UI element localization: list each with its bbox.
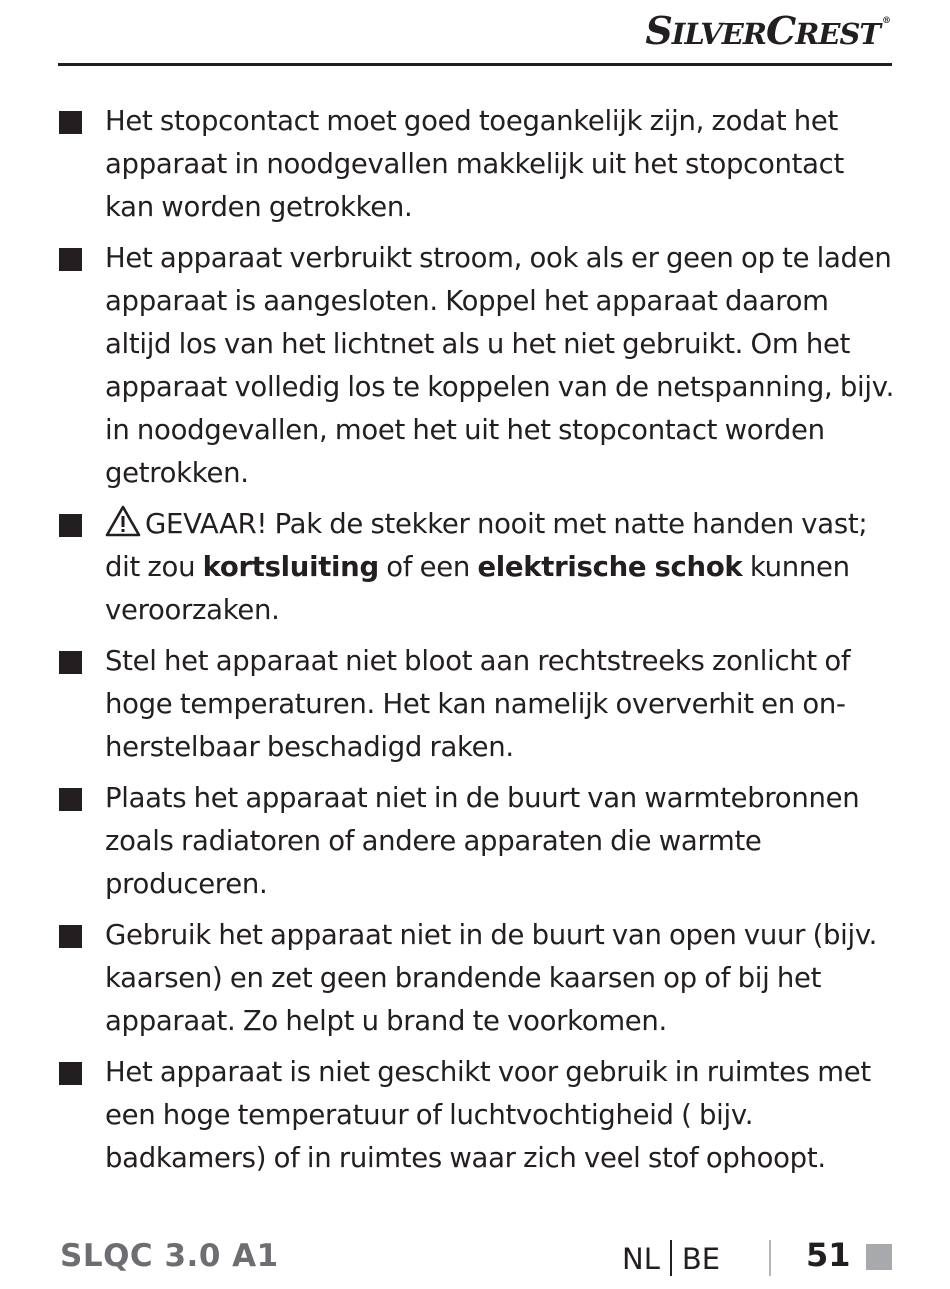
list-item bbox=[58, 100, 898, 229]
page-marker-square-icon bbox=[866, 1244, 892, 1270]
item-text: Gebruik het apparaat niet in de buurt van open vuur (bijv. kaarsen) en zet geen brandende kaarsen op of bij het apparaat. Zo helpt u brand te voorkomen. bbox=[105, 919, 878, 1037]
lang-separator bbox=[670, 1240, 672, 1276]
brand-logo: SILVERCREST ® bbox=[645, 8, 890, 53]
bullet-square-icon bbox=[59, 788, 82, 811]
model-number: SLQC 3.0 A1 bbox=[60, 1238, 279, 1274]
list-item bbox=[58, 237, 898, 495]
bold-short-circuit: kortsluiting bbox=[202, 551, 379, 583]
bold-electric-shock: elektrische schok bbox=[477, 551, 743, 583]
bullet-square-icon bbox=[59, 651, 82, 674]
item-text: Het stopcontact moet goed toegankelijk zijn, zodat het apparaat in noodgevallen makkelijk uit het stopcontact kan worden getrokken. bbox=[105, 105, 844, 223]
item-text: Stel het apparaat niet bloot aan rechtstreeks zonlicht of hoge temperaturen. Het kan namelijk oververhit en on-herstelbaar beschadigd raken. bbox=[105, 645, 851, 763]
list-item bbox=[58, 1051, 898, 1180]
item-text: Plaats het apparaat niet in de buurt van warmtebronnen zoals radiatoren of andere apparaten die warmte produceren. bbox=[105, 782, 860, 900]
page-number: 51 bbox=[806, 1236, 851, 1274]
list-item bbox=[58, 640, 898, 769]
list-item bbox=[58, 777, 898, 906]
bullet-square-icon bbox=[59, 1062, 82, 1085]
bullet-square-icon bbox=[59, 248, 82, 271]
bullet-square-icon bbox=[59, 514, 82, 537]
list-item-warning: GEVAAR! Pak de stekker nooit met natte handen vast; dit zou kortsluiting of een elektrische schok kunnen veroorzaken. bbox=[58, 503, 898, 632]
list-item bbox=[58, 914, 898, 1043]
bullet-square-icon bbox=[59, 111, 82, 134]
bullet-square-icon bbox=[59, 925, 82, 948]
safety-list bbox=[58, 100, 898, 1188]
header-rule bbox=[58, 63, 892, 66]
warning-triangle-icon bbox=[105, 505, 141, 537]
registered-mark: ® bbox=[882, 16, 890, 26]
footer-divider bbox=[769, 1240, 771, 1276]
language-codes: NL BE bbox=[622, 1242, 721, 1276]
item-text: Het apparaat verbruikt stroom, ook als er geen op te laden apparaat is aangesloten. Koppel het apparaat daarom altijd los van het lichtnet als u het niet gebruikt. Om het apparaat volledig los te koppelen van de netspanning, bijv. in noodgevallen, moet het uit het stopcontact worden getrokken. bbox=[105, 242, 895, 489]
item-text: Het apparaat is niet geschikt voor gebruik in ruimtes met een hoge temperatuur of luchtvochtigheid ( bijv. badkamers) of in ruimtes waar zich veel stof ophoopt. bbox=[105, 1056, 871, 1174]
